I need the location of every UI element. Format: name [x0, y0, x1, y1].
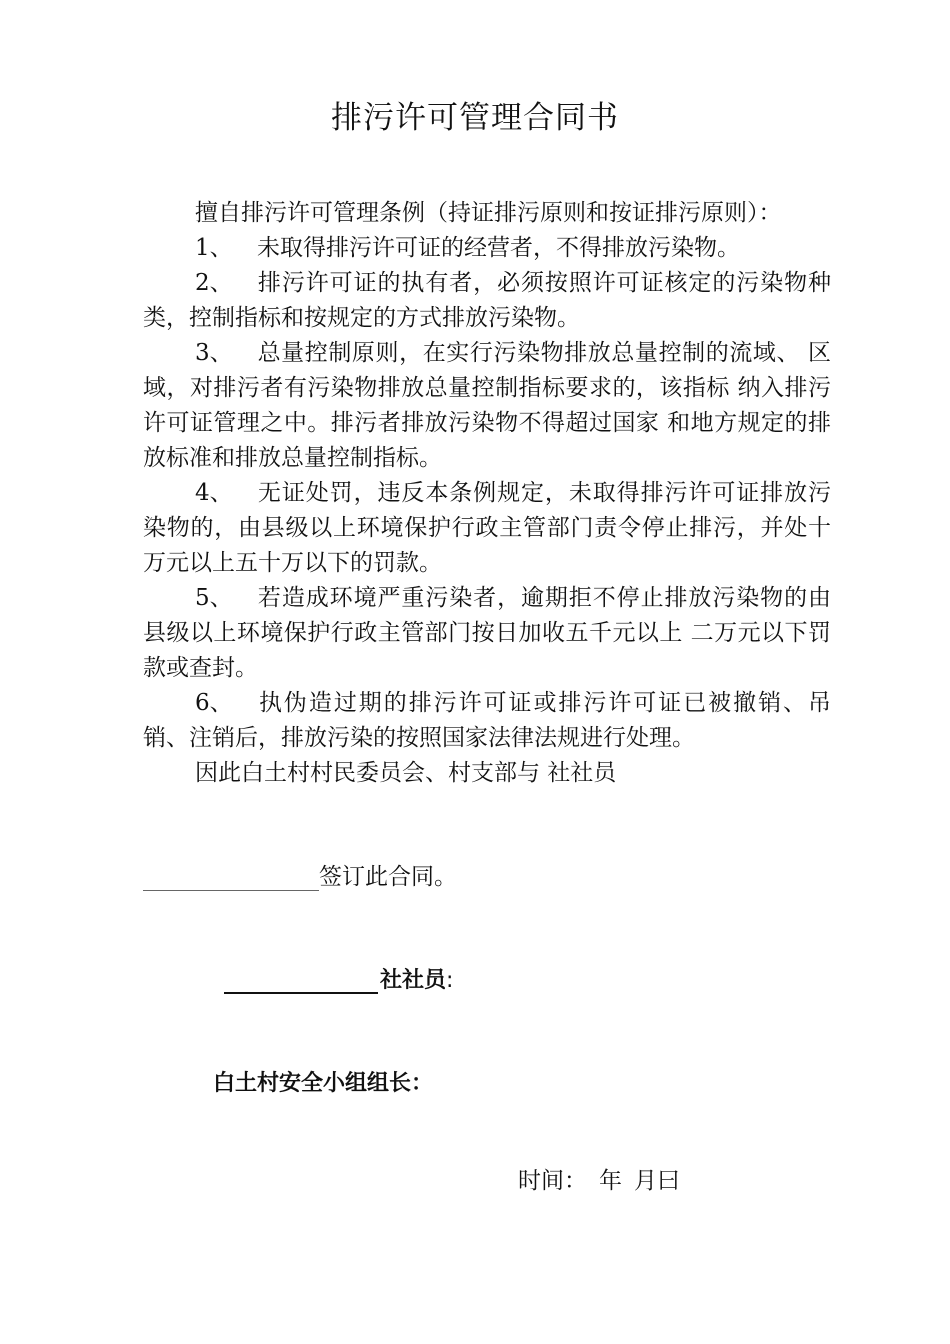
member-signature	[224, 963, 453, 994]
date-year: 年	[599, 1168, 622, 1194]
clause-number: 5、	[195, 585, 233, 611]
clause-number: 6、	[195, 690, 233, 716]
clause-text: 若造成环境严重污染者，逾期拒不停止排放污染物的由县级以上环境保护行政主管部门按日加收五千元以上 二万元以下罚款或查封。	[143, 585, 831, 681]
clause-text: 无证处罚，违反本条例规定，未取得排污许可证排放污染物的，由县级以上环境保护行政主管部门责令停止排污，并处十万元以上五十万以下的罚款。	[143, 480, 831, 576]
date-monthday: 月曰	[634, 1168, 680, 1194]
member-colon: :	[446, 968, 454, 993]
clause-1	[143, 231, 831, 266]
clause-text: 排污许可证的执有者，必须按照许可证核定的污染物种类，控制指标和按规定的方式排放污染物。	[143, 270, 831, 331]
document-body	[143, 196, 831, 791]
clause-3	[143, 336, 831, 476]
leader-signature: 白土村安全小组组长：	[213, 1071, 434, 1096]
clause-number: 3、	[195, 340, 233, 366]
member-label: 社社员	[380, 968, 447, 993]
clause-2	[143, 266, 831, 336]
clause-number: 4、	[195, 480, 233, 506]
clause-number: 1、	[195, 235, 233, 261]
clause-5	[143, 581, 831, 686]
clause-text: 执伪造过期的排污许可证或排污许可证已被撤销、吊销、注销后，排放污染的按照国家法律法规进行处理。	[143, 690, 831, 751]
clause-6	[143, 686, 831, 756]
sign-text: 签订此合同。	[319, 864, 457, 890]
clause-text: 未取得排污许可证的经营者，不得排放污染物。	[257, 235, 740, 261]
clause-text: 总量控制原则，在实行污染物排放总量控制的流域、 区域，对排污者有污染物排放总量控制指标要求的，该指标 纳入排污许可证管理之中。排污者排放污染物不得超过国家 和地方规定的排放标准和排放总量控制指标。	[143, 340, 831, 471]
clause-number: 2、	[195, 270, 233, 296]
clause-4	[143, 476, 831, 581]
closing-paragraph: 因此白土村村民委员会、村支部与 社社员	[195, 760, 617, 786]
intro-paragraph: 擅自排污许可管理条例（持证排污原则和按证排污原则）：	[195, 200, 782, 226]
date-label: 时间：	[518, 1168, 587, 1194]
member-blank	[224, 967, 378, 994]
sign-line	[143, 858, 457, 891]
date-line	[518, 1162, 692, 1195]
name-blank	[143, 866, 319, 891]
document-title: 排污许可管理合同书	[331, 100, 619, 136]
